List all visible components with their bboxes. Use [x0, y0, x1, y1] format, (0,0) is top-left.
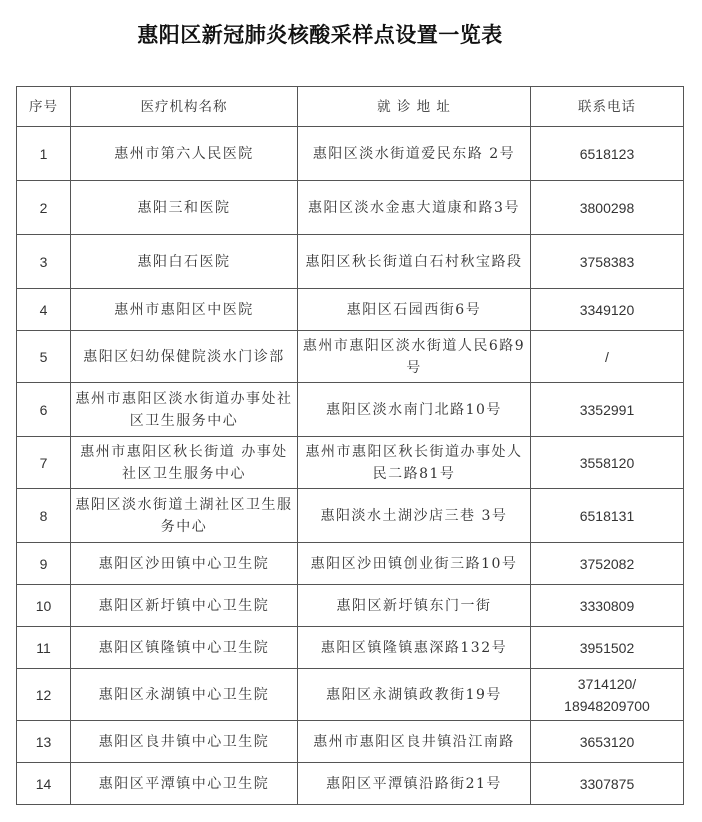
- table-row: [17, 721, 684, 763]
- row-address: 惠阳区沙田镇创业街三路10号: [298, 543, 531, 585]
- table-row: [17, 235, 684, 289]
- row-institution: 惠州市第六人民医院: [71, 127, 298, 181]
- row-phone: 3330809: [531, 585, 684, 627]
- page-title: 惠阳区新冠肺炎核酸采样点设置一览表: [137, 23, 503, 47]
- sampling-sites-table: [16, 86, 684, 805]
- row-phone: 3752082: [531, 543, 684, 585]
- row-index: 4: [17, 289, 71, 331]
- row-phone: 3352991: [531, 383, 684, 437]
- header-address: 就 诊 地 址: [298, 87, 531, 127]
- header-index: 序号: [17, 87, 71, 127]
- table-row: [17, 127, 684, 181]
- row-institution: 惠州市惠阳区秋长街道 办事处社区卫生服务中心: [71, 437, 298, 489]
- row-institution: 惠阳区沙田镇中心卫生院: [71, 543, 298, 585]
- row-phone: 3349120: [531, 289, 684, 331]
- row-index: 14: [17, 763, 71, 805]
- table-row: [17, 543, 684, 585]
- row-address: 惠阳区石园西街6号: [298, 289, 531, 331]
- row-index: 7: [17, 437, 71, 489]
- row-phone: 3307875: [531, 763, 684, 805]
- row-address: 惠州市惠阳区淡水街道人民6路9号: [298, 331, 531, 383]
- table-header-row: [17, 87, 684, 127]
- row-institution: 惠阳区新圩镇中心卫生院: [71, 585, 298, 627]
- row-institution: 惠阳区淡水街道土湖社区卫生服务中心: [71, 489, 298, 543]
- row-index: 8: [17, 489, 71, 543]
- row-index: 3: [17, 235, 71, 289]
- row-institution: 惠阳区永湖镇中心卫生院: [71, 669, 298, 721]
- row-institution: 惠阳区平潭镇中心卫生院: [71, 763, 298, 805]
- row-address: 惠阳淡水土湖沙店三巷 3号: [298, 489, 531, 543]
- header-institution: 医疗机构名称: [71, 87, 298, 127]
- row-index: 13: [17, 721, 71, 763]
- row-index: 12: [17, 669, 71, 721]
- table-row: [17, 383, 684, 437]
- table-row: [17, 763, 684, 805]
- row-address: 惠阳区淡水南门北路10号: [298, 383, 531, 437]
- row-address: 惠阳区新圩镇东门一街: [298, 585, 531, 627]
- row-address: 惠阳区镇隆镇惠深路132号: [298, 627, 531, 669]
- row-phone: 3758383: [531, 235, 684, 289]
- table-row: [17, 181, 684, 235]
- row-institution: 惠州市惠阳区淡水街道办事处社区卫生服务中心: [71, 383, 298, 437]
- row-institution: 惠阳白石医院: [71, 235, 298, 289]
- table-row: [17, 437, 684, 489]
- row-institution: 惠阳区镇隆镇中心卫生院: [71, 627, 298, 669]
- table-row: [17, 489, 684, 543]
- row-address: 惠阳区永湖镇政教街19号: [298, 669, 531, 721]
- row-phone: 6518131: [531, 489, 684, 543]
- table-row: [17, 669, 684, 721]
- row-address: 惠阳区淡水街道爱民东路 2号: [298, 127, 531, 181]
- row-index: 10: [17, 585, 71, 627]
- row-index: 2: [17, 181, 71, 235]
- row-address: 惠阳区淡水金惠大道康和路3号: [298, 181, 531, 235]
- row-address: 惠州市惠阳区秋长街道办事处人民二路81号: [298, 437, 531, 489]
- row-institution: 惠州市惠阳区中医院: [71, 289, 298, 331]
- row-institution: 惠阳区妇幼保健院淡水门诊部: [71, 331, 298, 383]
- row-phone: 3558120: [531, 437, 684, 489]
- row-index: 9: [17, 543, 71, 585]
- row-address: 惠阳区平潭镇沿路街21号: [298, 763, 531, 805]
- row-phone: 3714120/ 18948209700: [531, 669, 684, 721]
- row-institution: 惠阳区良井镇中心卫生院: [71, 721, 298, 763]
- row-index: 11: [17, 627, 71, 669]
- row-address: 惠州市惠阳区良井镇沿江南路: [298, 721, 531, 763]
- row-phone: 3951502: [531, 627, 684, 669]
- table-row: [17, 289, 684, 331]
- row-index: 6: [17, 383, 71, 437]
- row-phone: 3800298: [531, 181, 684, 235]
- row-phone: 3653120: [531, 721, 684, 763]
- row-index: 5: [17, 331, 71, 383]
- table-row: [17, 331, 684, 383]
- table-row: [17, 627, 684, 669]
- row-phone: 6518123: [531, 127, 684, 181]
- row-index: 1: [17, 127, 71, 181]
- row-address: 惠阳区秋长街道白石村秋宝路段: [298, 235, 531, 289]
- row-institution: 惠阳三和医院: [71, 181, 298, 235]
- table-row: [17, 585, 684, 627]
- header-phone: 联系电话: [531, 87, 684, 127]
- row-phone: /: [531, 331, 684, 383]
